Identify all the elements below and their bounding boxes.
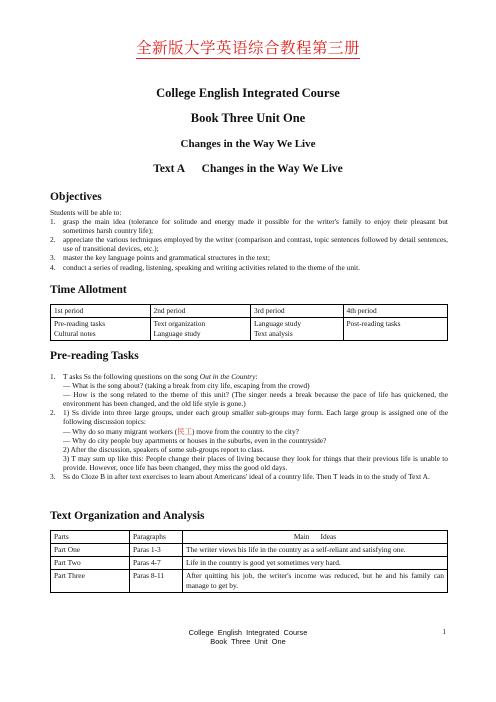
list-item: 1. T asks Ss the following questions on the song Out in the Country:	[50, 372, 258, 381]
table-row	[51, 557, 448, 570]
table-cell: Paras 4-7	[130, 557, 183, 570]
table-header-cell: 3rd period	[251, 305, 343, 318]
topic-line: — Why do so many migrant workers (民工) move from the country to the city?	[63, 426, 299, 436]
table-cell: Part Three	[51, 570, 130, 593]
table-header-cell: 1st period	[51, 305, 151, 318]
table-header-cell: 4th period	[343, 305, 448, 318]
course-title: College English Integrated Course	[156, 86, 340, 100]
organization-table	[50, 530, 448, 593]
table-cell: Life in the country is good yet sometimes very hard.	[183, 557, 448, 570]
footer-line: College English Integrated Course	[188, 628, 308, 637]
table-row	[51, 544, 448, 557]
table-cell: After quitting his job, the writer's income was reduced, but he and his family can manage to get by.	[183, 570, 448, 593]
question-line: — What is the song about? (taking a break from city life, escaping from the crowd)	[63, 381, 310, 391]
objectives-heading: Objectives	[50, 191, 102, 203]
prereading-section	[50, 372, 448, 481]
objectives-intro: Students will be able to:	[50, 208, 122, 217]
list-item: 2. 1) Ss divide into three large groups, under each group smaller sub-groups may form. Each large group is assigned one of the following discussion topics:	[50, 408, 448, 427]
objective-item: 1. grasp the main idea (tolerance for solitude and energy made it possible for the writer's family to enjoy their pleasant but sometimes harsh country life);	[50, 217, 448, 236]
list-item: 3. Ss do Cloze B in after text exercises to learn about Americans' ideal of a country life. Then T leads in to the study of Text A.	[50, 472, 430, 482]
table-cell: Pre-reading tasks Cultural notes	[51, 318, 151, 341]
time-allotment-heading: Time Allotment	[50, 284, 127, 296]
step-line: 3) T may sum up like this: People change their places of living because they look for things that their previous life is unable to provide. However, once life has been changed, they miss the good old days.	[63, 453, 448, 472]
table-cell: Post-reading tasks	[343, 318, 448, 341]
time-allotment-table	[50, 304, 448, 341]
table-header-cell: Parts	[51, 531, 130, 544]
objectives-section	[50, 208, 448, 272]
table-cell: Part Two	[51, 557, 130, 570]
objective-item: 2. appreciate the various techniques employed by the writer (comparison and contrast, topic sentences followed by detail sentences, use of transitional devices, etc.);	[50, 235, 448, 254]
footer	[0, 628, 496, 646]
unit-theme-title: Changes in the Way We Live	[180, 138, 316, 150]
table-header-cell: Main Ideas	[183, 531, 448, 544]
footer-line: Book Three Unit One	[210, 637, 286, 646]
book-unit-title: Book Three Unit One	[190, 111, 306, 125]
table-header-cell: Paragraphs	[130, 531, 183, 544]
table-row	[51, 318, 448, 341]
text-a-heading: Text A Changes in the Way We Live	[153, 163, 343, 175]
table-cell: Paras 8-11	[130, 570, 183, 593]
table-cell: The writer views his life in the country as a self-reliant and satisfying one.	[183, 544, 448, 557]
table-header-row	[51, 305, 448, 318]
prereading-heading: Pre-reading Tasks	[50, 350, 139, 362]
page-number: 1	[442, 628, 446, 636]
topic-line: — Why do city people buy apartments or houses in the suburbs, even in the countryside?	[63, 435, 327, 445]
table-cell: Language study Text analysis	[251, 318, 343, 341]
table-header-row	[51, 531, 448, 544]
step-line: 2) After the discussion, speakers of some sub-groups report to class.	[63, 444, 265, 454]
table-cell: Paras 1-3	[130, 544, 183, 557]
document-title: 全新版大学英语综合教程第三册	[135, 39, 360, 57]
table-header-cell: 2nd period	[150, 305, 251, 318]
objective-item: 3. master the key language points and grammatical structures in the text;	[50, 253, 270, 263]
organization-heading: Text Organization and Analysis	[50, 510, 205, 522]
table-row	[51, 570, 448, 593]
question-line: — How is the song related to the theme of this unit? (The singer needs a break because the pace of life has quickened, the environment has been changed, and the old life style is gone.)	[63, 390, 448, 409]
table-cell: Text organization Language study	[150, 318, 251, 341]
table-cell: Part One	[51, 544, 130, 557]
objective-item: 4. conduct a series of reading, listening, speaking and writing activities related to the theme of the unit.	[50, 262, 360, 272]
